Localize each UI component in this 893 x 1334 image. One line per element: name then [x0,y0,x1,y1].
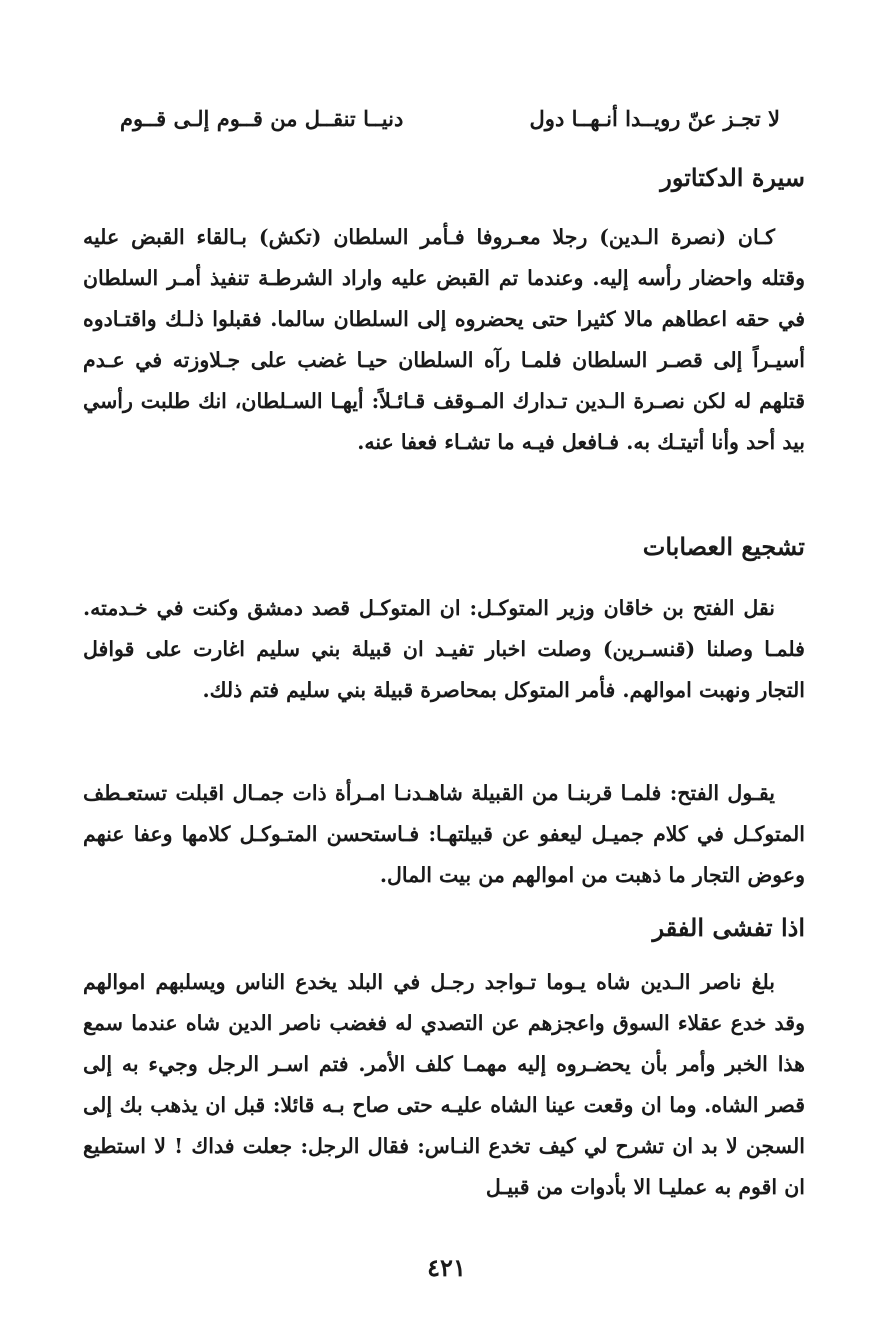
paragraph-poverty: بلغ ناصر الـدين شاه يـوما تـواجد رجـل في البلد يخدع الناس ويسلبهم اموالهم وقد خدع عقلاء السوق واعجزهم عن التصدي له فغضب ناصر الدين شاه عندما سمع هذا الخبر وأمر بأن يحضـروه إليه مهمـا كلف الأمر. فتم اسـر الرجل وجيء به إلى قصر الشاه. وما ان وقعت عينا الشاه عليـه حتى صاح بـه قائلا: قبل ان يذهب بك إلى السجن لا بد ان تشرح لي كيف تخدع النـاس: فقال الرجل: جعلت فداك ! لا استطيع ان اقوم به عمليـا الا بأدوات من قبيـل [83,970,805,1199]
section-heading-gangs: تشجيع العصابات [642,532,805,561]
paragraph-gangs-1: نقل الفتح بن خاقان وزير المتوكـل: ان المتوكـل قصد دمشق وكنت في خـدمته. فلمـا وصلنا (قنسـرين) وصلت اخبار تفيـد ان قبيلة بني سليم اغارت على قوافل التجار ونهبت اموالهم. فأمر المتوكل بمحاصرة قبيلة بني سليم فتم ذلك. [83,596,805,702]
section-heading-poverty: اذا تفشى الفقر [652,913,805,942]
verse-second-hemistich: دنيــا تنقــل من قــوم إلـى قــوم [120,105,404,131]
paragraph-gangs-2: يقـول الفتح: فلمـا قربنـا من القبيلة شاهـدنـا امـرأة ذات جمـال اقبلت تستعـطف المتوكـل في كلام جميـل ليعفو عن قبيلتهـا: فـاستحسن المتـوكـل كلامها وعفا عنهم وعوض التجار ما ذهبت من اموالهم من بيت المال. [83,781,805,887]
verse-first-hemistich: لا تجـز عنّ رويــدا أنـهــا دول [529,105,780,131]
paragraph-dictator: كـان (نصرة الـدين) رجلا معـروفا فـأمر السلطان (تكش) بـالقاء القبض عليه وقتله واحضار رأسه إليه. وعندما تم القبض عليه واراد الشرطـة تنفيذ أمـر السلطان في حقه اعطاهم مالا كثيرا حتى يحضروه إلى السلطان سالما. فقبلوا ذلـك واقتـادوه أسيـراً إلى قصـر السلطان فلمـا رآه السلطان حيـا غضب على جـلاوزته في عـدم قتلهم له لكن نصـرة الـدين تـدارك المـوقف قـائـلاً: أيهـا السـلطان، انك طلبت رأسي بيد أحد وأنا أتيتـك به. فـافعل فيـه ما تشـاء فعفا عنه. [83,225,805,454]
page-number: ٤٢١ [427,1253,466,1282]
section-heading-dictator: سيرة الدكتاتور [660,163,805,192]
poem-verse [120,100,780,136]
